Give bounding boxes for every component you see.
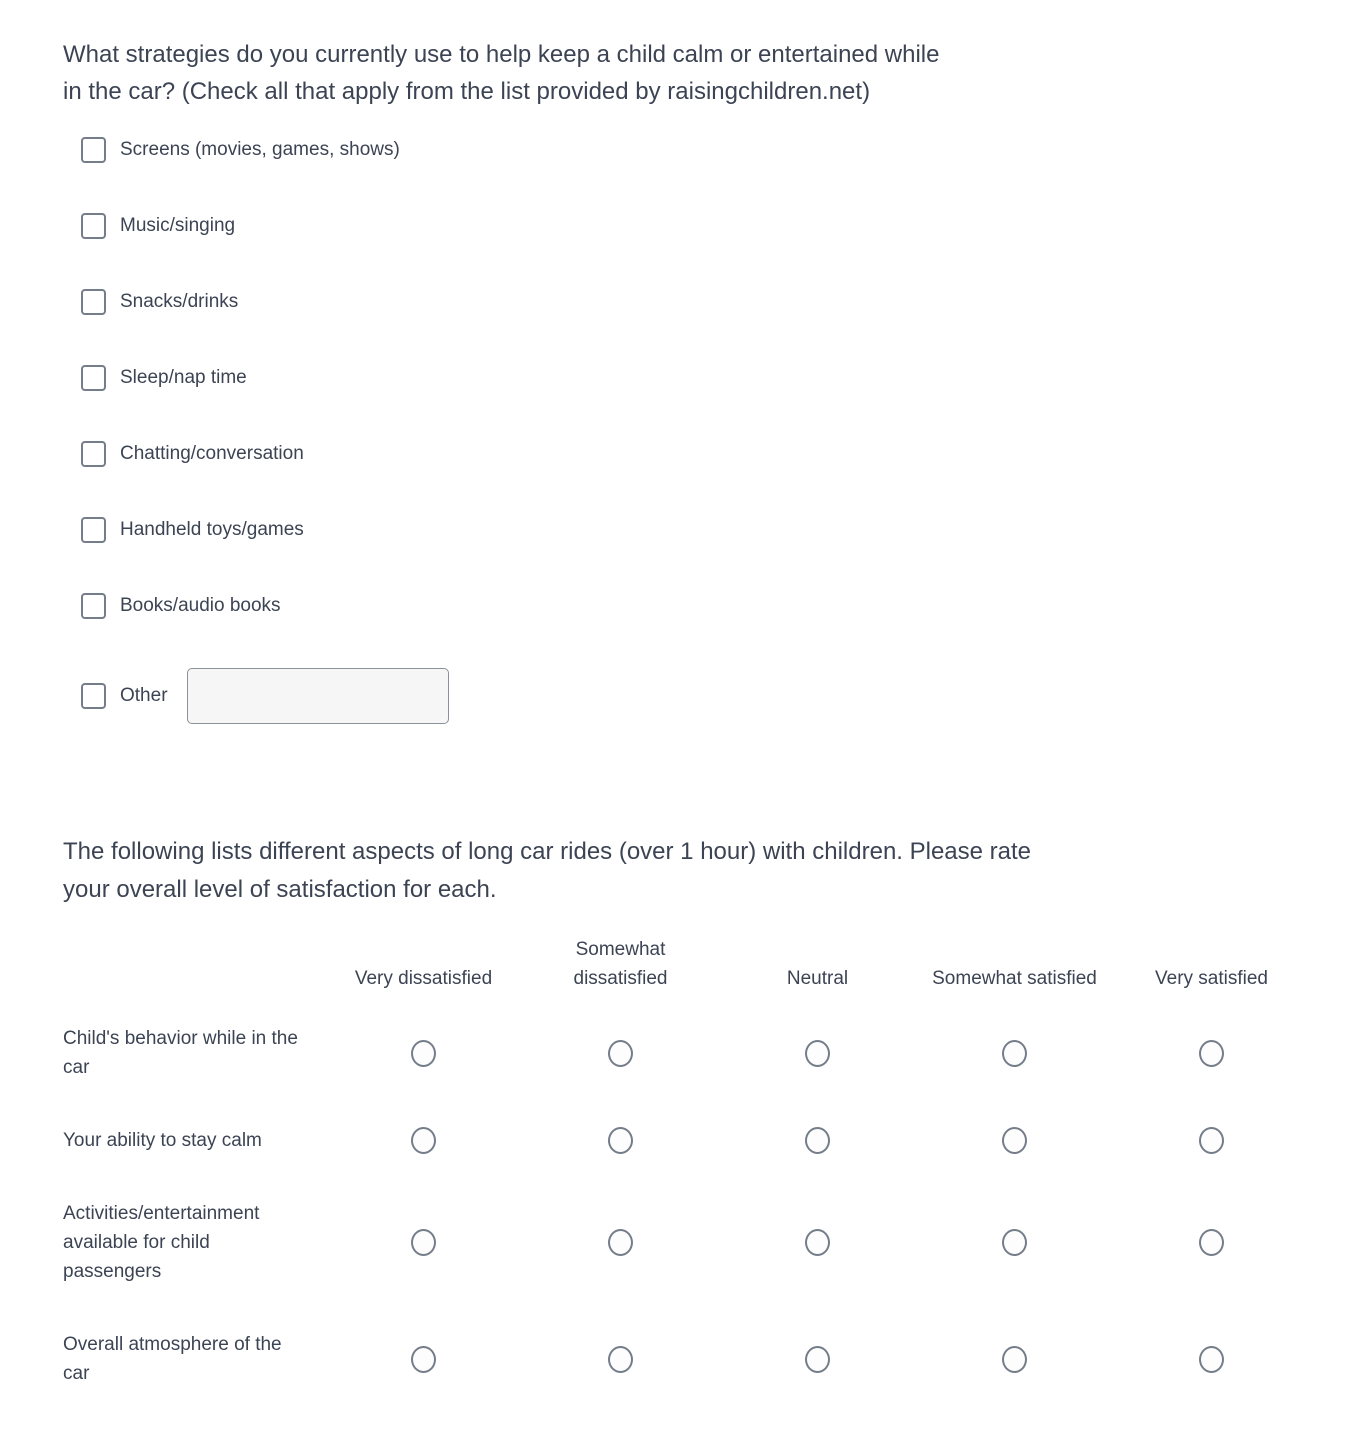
matrix-row-label: Child's behavior while in the car [63,1028,298,1078]
option-label: Screens (movies, games, shows) [120,139,400,160]
checkbox-chatting[interactable] [81,441,106,467]
option-row-books[interactable] [81,591,1312,621]
radio-button[interactable] [1002,1040,1027,1067]
radio-cell[interactable] [325,1346,522,1373]
radio-cell[interactable] [1113,1040,1310,1067]
radio-button[interactable] [1002,1127,1027,1154]
option-label: Handheld toys/games [120,519,304,540]
radio-button[interactable] [1199,1040,1224,1067]
radio-cell[interactable] [522,1229,719,1256]
checkbox-question-title: What strategies do you currently use to help keep a child calm or entertained while in the car? (Check all that apply from the list provided by raisingchildren.net) [63,41,940,105]
checkbox-books[interactable] [81,593,106,619]
checkbox-sleep[interactable] [81,365,106,391]
radio-cell[interactable] [522,1127,719,1154]
checkbox-screens[interactable] [81,137,106,163]
matrix-column-header-somewhat-satisfied: Somewhat satisfied [932,968,1097,989]
matrix-row-child-behavior [63,1024,1312,1082]
radio-button[interactable] [411,1040,436,1067]
matrix-row-label: Activities/entertainment available for child passengers [63,1203,260,1282]
radio-button[interactable] [805,1229,830,1256]
radio-cell[interactable] [325,1127,522,1154]
option-label: Chatting/conversation [120,443,304,464]
option-label: Other [120,684,168,706]
checkbox-option-list [63,135,1312,724]
option-label: Books/audio books [120,595,281,616]
option-row-toys[interactable] [81,515,1312,545]
radio-cell[interactable] [1113,1229,1310,1256]
checkbox-snacks[interactable] [81,289,106,315]
radio-button[interactable] [805,1346,830,1373]
radio-button[interactable] [1002,1346,1027,1373]
checkbox-music[interactable] [81,213,106,239]
radio-button[interactable] [411,1346,436,1373]
option-row-snacks[interactable] [81,287,1312,317]
radio-cell[interactable] [916,1346,1113,1373]
radio-button[interactable] [608,1346,633,1373]
option-row-other[interactable] [81,667,1312,724]
radio-button[interactable] [608,1229,633,1256]
option-row-sleep[interactable] [81,363,1312,393]
radio-button[interactable] [608,1127,633,1154]
matrix-row-label: Overall atmosphere of the car [63,1334,282,1384]
other-text-input[interactable] [187,668,449,724]
option-label: Snacks/drinks [120,291,239,312]
radio-cell[interactable] [325,1040,522,1067]
radio-button[interactable] [805,1040,830,1067]
option-row-chatting[interactable] [81,439,1312,469]
radio-cell[interactable] [522,1040,719,1067]
radio-cell[interactable] [1113,1127,1310,1154]
radio-cell[interactable] [719,1040,916,1067]
matrix-column-header-very-dissatisfied: Very dissatisfied [354,968,493,989]
radio-button[interactable] [805,1127,830,1154]
option-label: Sleep/nap time [120,367,247,388]
matrix-row-label: Your ability to stay calm [63,1130,262,1151]
radio-button[interactable] [411,1127,436,1154]
matrix-row-activities-entertainment [63,1199,1312,1286]
matrix-row-overall-atmosphere [63,1330,1312,1388]
radio-button[interactable] [608,1040,633,1067]
radio-cell[interactable] [719,1229,916,1256]
option-row-screens[interactable] [81,135,1312,165]
radio-button[interactable] [1199,1229,1224,1256]
radio-cell[interactable] [916,1040,1113,1067]
radio-button[interactable] [1002,1229,1027,1256]
radio-cell[interactable] [719,1346,916,1373]
radio-button[interactable] [411,1229,436,1256]
matrix-column-header-very-satisfied: Very satisfied [1155,968,1268,989]
checkbox-toys[interactable] [81,517,106,543]
radio-cell[interactable] [522,1346,719,1373]
matrix-row-ability-stay-calm [63,1126,1312,1155]
radio-cell[interactable] [325,1229,522,1256]
checkbox-other[interactable] [81,683,106,709]
option-label: Music/singing [120,215,236,236]
matrix-column-header-neutral: Neutral [786,968,849,989]
radio-button[interactable] [1199,1346,1224,1373]
matrix-header-row [63,935,1312,993]
radio-cell[interactable] [1113,1346,1310,1373]
radio-cell[interactable] [719,1127,916,1154]
radio-cell[interactable] [916,1229,1113,1256]
radio-cell[interactable] [916,1127,1113,1154]
matrix-question-title: The following lists different aspects of long car rides (over 1 hour) with children. Please rate your overall level of satisfaction for each. [63,838,1032,903]
radio-button[interactable] [1199,1127,1224,1154]
matrix-column-header-somewhat-dissatisfied: Somewhat dissatisfied [573,939,668,989]
option-row-music[interactable] [81,211,1312,241]
